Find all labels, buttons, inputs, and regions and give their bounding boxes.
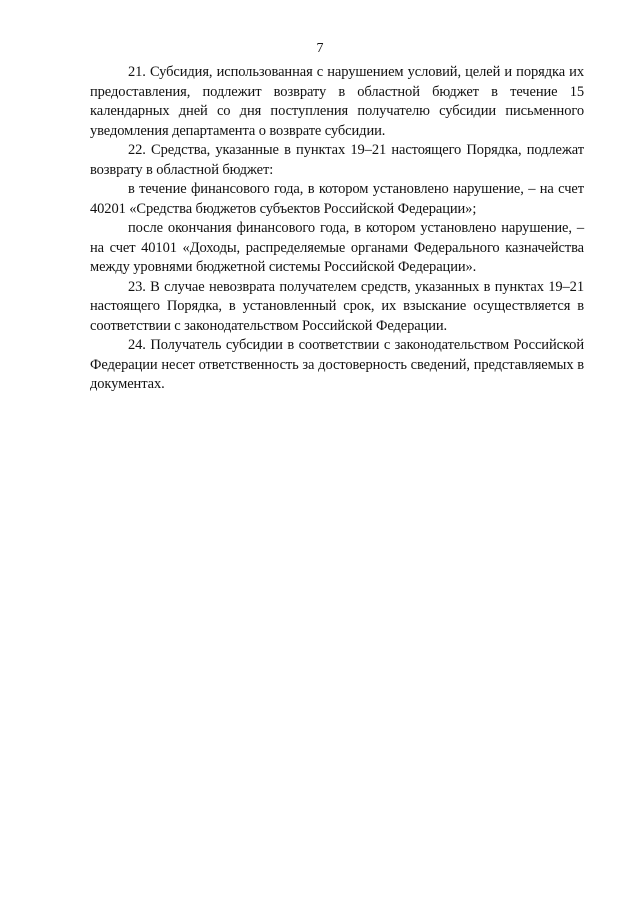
paragraph-24: 24. Получатель субсидии в соответствии с законодательством Российской Федерации несет ответственность за достоверность сведений, представляемых в документах. — [90, 337, 584, 392]
paragraph-22: 22. Средства, указанные в пунктах 19–21 настоящего Порядка, подлежат возврату в областной бюджет: — [90, 142, 584, 178]
document-body — [90, 63, 584, 395]
page-number: 7 — [316, 41, 324, 56]
paragraph-22-current-year: в течение финансового года, в котором установлено нарушение, – на счет 40201 «Средства бюджетов субъектов Российской Федерации»; — [90, 181, 584, 217]
paragraph-23: 23. В случае невозврата получателем средств, указанных в пунктах 19–21 настоящего Порядка, в установленный срок, их взыскание осуществляется в соответствии с законодательством Российской Федерации. — [90, 278, 584, 334]
paragraph-22-after-year: после окончания финансового года, в котором установлено нарушение, – на счет 40101 «Доходы, распределяемые органами Федерального казначейства между уровнями бюджетной системы Российской Федерации». — [90, 220, 584, 275]
paragraph-21: 21. Субсидия, использованная с нарушением условий, целей и порядка их предоставления, подлежит возврату в областной бюджет в течение 15 календарных дней со дня поступления получателю субсидии письменного уведомления департамента о возврате субсидии. — [90, 64, 584, 139]
